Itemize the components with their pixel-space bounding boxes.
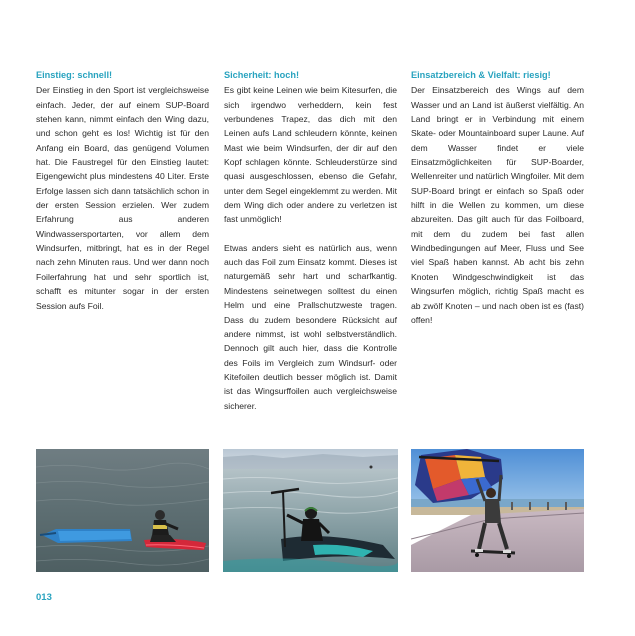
paragraph-sicherheit-1: Es gibt keine Leinen wie beim Kitesurfen, die sich irgendwo verheddern, kein fest verbundenes Trapez, das dich mit den Leinen aufs Land schleudern könnte, keinen Mast wie beim Windsurfen, der dir auf den Kopf schlagen könnte. Schleuderstürze sind quasi ausgeschlossen, ebenso die Gefahr, unter dem Segel eingeklemmt zu werden. Mit dem Wing dich oder andere zu verletzen ist fast unmöglich!	[224, 85, 397, 225]
page-number: 013	[36, 592, 52, 603]
column-einsatzbereich	[411, 68, 584, 327]
photo-wing-rider-with-helmet	[223, 449, 398, 572]
section-heading-sicherheit: Sicherheit: hoch!	[224, 70, 300, 80]
section-heading-einstieg: Einstieg: schnell!	[36, 70, 113, 80]
photo-wing-kneeling-on-board	[36, 449, 209, 572]
section-heading-einsatzbereich: Einsatzbereich & Vielfalt: riesig!	[411, 70, 551, 80]
paragraph-einsatzbereich: Der Einsatzbereich des Wings auf dem Wasser und an Land ist äußerst vielfältig. An Land bringt er in Verbindung mit einem Skate- oder Mountainboard super Laune. Auf dem Wasser findet er viele Einsatzmöglichkeiten für SUP-Boarder, Wellenreiter und natürlich Wingfoiler. Mit dem SUP-Board bringt er einfach so Spaß oder hilft in die Wellen zu kommen, um diese abzureiten. Das gilt auch für das Foilboard, mit dem du zudem bei fast allen Windbedingungen auf Meer, Fluss und See viel Spaß haben kannst. Ab acht bis zehn Knoten Windgeschwindigkeit ist das Wingsurfen möglich, richtig Spaß macht es ab zwölf Knoten – und nach oben ist es (fast) offen!	[411, 85, 584, 325]
paragraph-einstieg: Der Einstieg in den Sport ist vergleichsweise einfach. Jeder, der auf einem SUP-Board stehen kann, nimmt einfach den Wing dazu, und schon geht es los! Wichtig ist für den Anfang ein Board, das genügend Volumen hat. Die Faustregel für den Einstieg lautet: Eigengewicht plus mindestens 40 Liter. Erste Erfolge lassen sich dann tatsächlich schon in der ersten Session erzielen. Wer zudem Erfahrung aus anderen Windwassersportarten, vor allem dem Windsurfen, mitbringt, hat es in der Regel nach zehn Minuten raus. Und wer dann noch Foilerfahrung hat und sehr sportlich ist, schafft es mitunter sogar in der ersten Session aufs Foil.	[36, 85, 209, 311]
column-sicherheit	[224, 68, 397, 413]
photo-wing-skating-on-land	[411, 449, 584, 572]
paragraph-sicherheit-2: Etwas anders sieht es natürlich aus, wenn auch das Foil zum Einsatz kommt. Dieses ist naturgemäß sehr hart und scharfkantig. Mindestens seinetwegen solltest du einen Helm und eine Prallschutzweste tragen. Dass du zudem besondere Rücksicht auf andere nimmst, ist wohl selbstverständlich. Dennoch gilt auch hier, dass die Kontrolle des Foils im Vergleich zum Windsurf- oder Kitefoilen deutlich besser möglich ist. Damit ist das Wingsurffoilen auch vergleichsweise sicherer.	[224, 242, 397, 411]
column-einstieg	[36, 68, 209, 313]
